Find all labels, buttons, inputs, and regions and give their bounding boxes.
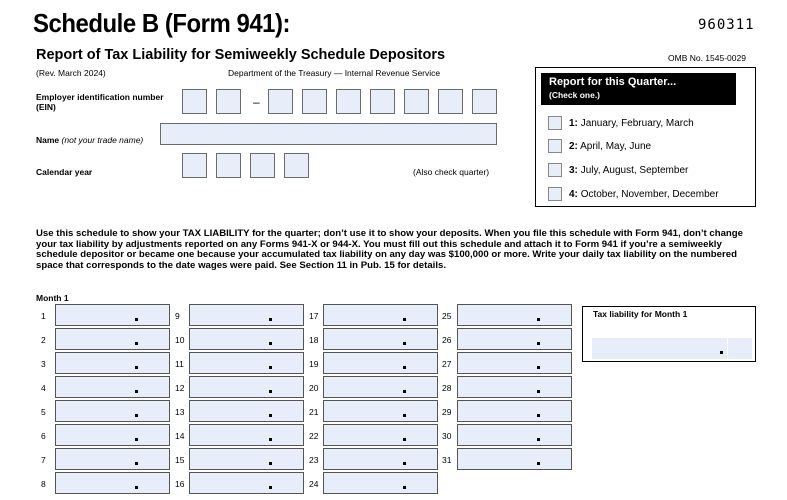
day-16-amount-input[interactable] xyxy=(189,472,304,494)
calendar-year-digit-2-input[interactable] xyxy=(216,153,241,178)
day-15-decimal-point xyxy=(269,462,272,465)
calendar-year-digit-1-input[interactable] xyxy=(182,153,207,178)
day-3-decimal-point xyxy=(135,366,138,369)
day-13-amount-input[interactable] xyxy=(189,400,304,422)
name-label: Name (not your trade name) xyxy=(36,135,144,145)
day-31-decimal-point xyxy=(537,462,540,465)
day-25-decimal-point xyxy=(537,318,540,321)
day-1-number: 1 xyxy=(41,311,46,321)
quarter-title: Report for this Quarter... xyxy=(549,76,677,88)
ein-digit-2-input[interactable] xyxy=(216,89,241,114)
day-12-decimal-point xyxy=(269,390,272,393)
day-5-amount-input[interactable] xyxy=(55,400,170,422)
day-9-decimal-point xyxy=(269,318,272,321)
day-2-number: 2 xyxy=(41,335,46,345)
day-31-number: 31 xyxy=(442,455,452,465)
day-14-amount-input[interactable] xyxy=(189,424,304,446)
day-2-decimal-point xyxy=(135,342,138,345)
day-14-number: 14 xyxy=(175,431,185,441)
calendar-year-digit-4-input[interactable] xyxy=(284,153,309,178)
day-12-number: 12 xyxy=(175,383,185,393)
day-9-amount-input[interactable] xyxy=(189,304,304,326)
day-10-amount-input[interactable] xyxy=(189,328,304,350)
day-19-decimal-point xyxy=(403,366,406,369)
ein-digit-4-input[interactable] xyxy=(302,89,327,114)
day-22-amount-input[interactable] xyxy=(323,424,438,446)
day-16-number: 16 xyxy=(175,479,185,489)
day-5-number: 5 xyxy=(41,407,46,417)
ein-label: Employer identification number (EIN) xyxy=(36,92,164,112)
day-29-decimal-point xyxy=(537,414,540,417)
day-4-decimal-point xyxy=(135,390,138,393)
quarter-1-checkbox[interactable] xyxy=(548,116,562,130)
day-26-amount-input[interactable] xyxy=(457,328,572,350)
day-18-number: 18 xyxy=(309,335,319,345)
day-30-number: 30 xyxy=(442,431,452,441)
day-19-number: 19 xyxy=(309,359,319,369)
day-4-amount-input[interactable] xyxy=(55,376,170,398)
ein-digit-9-input[interactable] xyxy=(472,89,497,114)
omb-number: OMB No. 1545-0029 xyxy=(668,53,746,63)
month-1-total-label: Tax liability for Month 1 xyxy=(593,309,688,319)
department-label: Department of the Treasury — Internal Revenue Service xyxy=(228,68,441,78)
day-23-amount-input[interactable] xyxy=(323,448,438,470)
day-23-decimal-point xyxy=(403,462,406,465)
ein-separator: – xyxy=(253,95,260,109)
day-8-number: 8 xyxy=(41,479,46,489)
quarter-header xyxy=(541,73,736,105)
day-13-number: 13 xyxy=(175,407,185,417)
day-20-amount-input[interactable] xyxy=(323,376,438,398)
day-28-amount-input[interactable] xyxy=(457,376,572,398)
day-24-amount-input[interactable] xyxy=(323,472,438,494)
day-17-amount-input[interactable] xyxy=(323,304,438,326)
day-1-decimal-point xyxy=(135,318,138,321)
day-12-amount-input[interactable] xyxy=(189,376,304,398)
day-13-decimal-point xyxy=(269,414,272,417)
quarter-4-label: 4: October, November, December xyxy=(569,189,719,200)
quarter-1-label: 1: January, February, March xyxy=(569,118,694,129)
day-31-amount-input[interactable] xyxy=(457,448,572,470)
day-27-amount-input[interactable] xyxy=(457,352,572,374)
day-3-number: 3 xyxy=(41,359,46,369)
day-19-amount-input[interactable] xyxy=(323,352,438,374)
day-9-number: 9 xyxy=(175,311,180,321)
day-8-decimal-point xyxy=(135,486,138,489)
day-20-decimal-point xyxy=(403,390,406,393)
month-1-total-cents-separator xyxy=(727,338,728,359)
day-21-amount-input[interactable] xyxy=(323,400,438,422)
day-24-decimal-point xyxy=(403,486,406,489)
form-title: Schedule B (Form 941): xyxy=(33,8,291,38)
month-1-total-decimal-point xyxy=(720,351,723,354)
day-5-decimal-point xyxy=(135,414,138,417)
form-subtitle: Report of Tax Liability for Semiweekly Schedule Depositors xyxy=(36,47,446,63)
day-21-number: 21 xyxy=(309,407,319,417)
month-1-total-input[interactable] xyxy=(592,338,752,359)
day-2-amount-input[interactable] xyxy=(55,328,170,350)
day-11-decimal-point xyxy=(269,366,272,369)
day-7-number: 7 xyxy=(41,455,46,465)
day-25-number: 25 xyxy=(442,311,452,321)
day-3-amount-input[interactable] xyxy=(55,352,170,374)
quarter-3-checkbox[interactable] xyxy=(548,163,562,177)
day-22-number: 22 xyxy=(309,431,319,441)
day-18-decimal-point xyxy=(403,342,406,345)
day-21-decimal-point xyxy=(403,414,406,417)
day-28-decimal-point xyxy=(537,390,540,393)
day-22-decimal-point xyxy=(403,438,406,441)
name-input[interactable] xyxy=(160,123,497,145)
day-29-amount-input[interactable] xyxy=(457,400,572,422)
day-14-decimal-point xyxy=(269,438,272,441)
day-27-number: 27 xyxy=(442,359,452,369)
day-29-number: 29 xyxy=(442,407,452,417)
day-15-number: 15 xyxy=(175,455,185,465)
ein-digit-6-input[interactable] xyxy=(370,89,395,114)
day-11-number: 11 xyxy=(175,359,184,369)
quarter-2-label: 2: April, May, June xyxy=(569,141,652,152)
day-17-number: 17 xyxy=(309,311,319,321)
day-27-decimal-point xyxy=(537,366,540,369)
day-26-decimal-point xyxy=(537,342,540,345)
day-11-amount-input[interactable] xyxy=(189,352,304,374)
revision-date: (Rev. March 2024) xyxy=(36,68,106,78)
day-8-amount-input[interactable] xyxy=(55,472,170,494)
day-16-decimal-point xyxy=(269,486,272,489)
quarter-3-label: 3: July, August, September xyxy=(569,165,689,176)
day-6-decimal-point xyxy=(135,438,138,441)
day-6-amount-input[interactable] xyxy=(55,424,170,446)
instructions-paragraph: Use this schedule to show your TAX LIABILITY for the quarter; don’t use it to show your deposits. When you file this schedule with Form 941, don’t change your tax liability by adjustments reported on any Forms 941-X or 944-X. You must fill out this schedule and attach it to Form 941 if you’re a semiweekly schedule depositor or became one because your accumulated tax liability on any day was $100,000 or more. Write your daily tax liability on the numbered space that corresponds to the date wages were paid. See Section 11 in Pub. 15 for details. xyxy=(36,228,743,271)
day-10-number: 10 xyxy=(175,335,185,345)
ein-digit-5-input[interactable] xyxy=(336,89,361,114)
ein-digit-8-input[interactable] xyxy=(438,89,463,114)
quarter-4-checkbox[interactable] xyxy=(548,187,562,201)
day-10-decimal-point xyxy=(269,342,272,345)
day-6-number: 6 xyxy=(41,431,46,441)
day-20-number: 20 xyxy=(309,383,319,393)
day-7-amount-input[interactable] xyxy=(55,448,170,470)
also-check-quarter-note: (Also check quarter) xyxy=(413,167,490,177)
day-17-decimal-point xyxy=(403,318,406,321)
day-25-amount-input[interactable] xyxy=(457,304,572,326)
calendar-year-label: Calendar year xyxy=(36,167,93,177)
day-18-amount-input[interactable] xyxy=(323,328,438,350)
day-1-amount-input[interactable] xyxy=(55,304,170,326)
day-28-number: 28 xyxy=(442,383,452,393)
day-26-number: 26 xyxy=(442,335,452,345)
ein-digit-7-input[interactable] xyxy=(404,89,429,114)
form-number: 960311 xyxy=(698,17,755,33)
day-4-number: 4 xyxy=(41,383,46,393)
day-30-amount-input[interactable] xyxy=(457,424,572,446)
day-15-amount-input[interactable] xyxy=(189,448,304,470)
day-23-number: 23 xyxy=(309,455,319,465)
quarter-2-checkbox[interactable] xyxy=(548,139,562,153)
ein-digit-1-input[interactable] xyxy=(182,89,207,114)
day-7-decimal-point xyxy=(135,462,138,465)
month-1-label: Month 1 xyxy=(36,293,69,303)
ein-digit-3-input[interactable] xyxy=(268,89,293,114)
day-30-decimal-point xyxy=(537,438,540,441)
day-24-number: 24 xyxy=(309,479,319,489)
calendar-year-digit-3-input[interactable] xyxy=(250,153,275,178)
quarter-check-one: (Check one.) xyxy=(549,90,601,100)
